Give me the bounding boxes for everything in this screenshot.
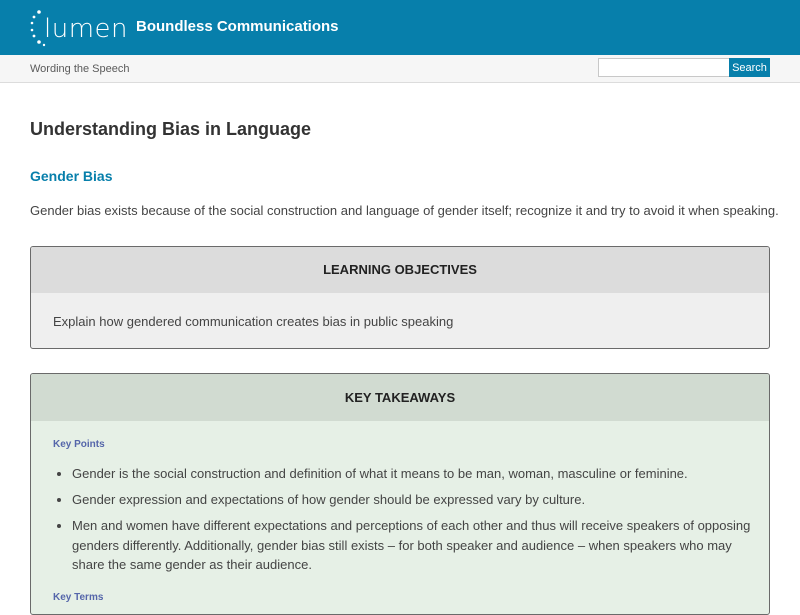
intro-paragraph: Gender bias exists because of the social construction and language of gender itself; recognize it and try to avoid it when speaking. (30, 203, 779, 218)
page-title: Understanding Bias in Language (30, 119, 312, 139)
key-point-item: • Men and women have different expectations and perceptions of each other and thus will receive speakers of opposing genders differently. Additionally, gender bias still exists – for both speaker and audience – when speakers who may share the same gender as their audience. (72, 516, 762, 575)
key-points-label: Key Points (53, 439, 105, 450)
key-terms-label: Key Terms (53, 592, 104, 603)
key-points-list (53, 464, 762, 581)
key-point-item: • Gender expression and expectations of how gender should be expressed vary by culture. (72, 490, 762, 510)
search-input[interactable] (598, 58, 730, 77)
breadcrumb[interactable]: Wording the Speech (30, 63, 130, 75)
learning-objectives-box (30, 246, 770, 349)
learning-objectives-heading: LEARNING OBJECTIVES (31, 247, 769, 293)
search-button[interactable]: Search (729, 58, 770, 77)
top-navigation-bar (0, 0, 800, 55)
section-heading: Gender Bias (30, 168, 113, 184)
course-title[interactable]: Boundless Communications (136, 18, 339, 35)
learning-objectives-text: Explain how gendered communication creates bias in public speaking (53, 314, 454, 329)
breadcrumb-bar (0, 55, 800, 83)
key-point-item: • Gender is the social construction and definition of what it means to be man, woman, masculine or feminine. (72, 464, 762, 484)
logo-text: lumen (44, 14, 129, 44)
key-takeaways-heading: KEY TAKEAWAYS (31, 374, 769, 421)
key-takeaways-box (30, 373, 770, 615)
lumen-logo[interactable] (30, 9, 129, 47)
